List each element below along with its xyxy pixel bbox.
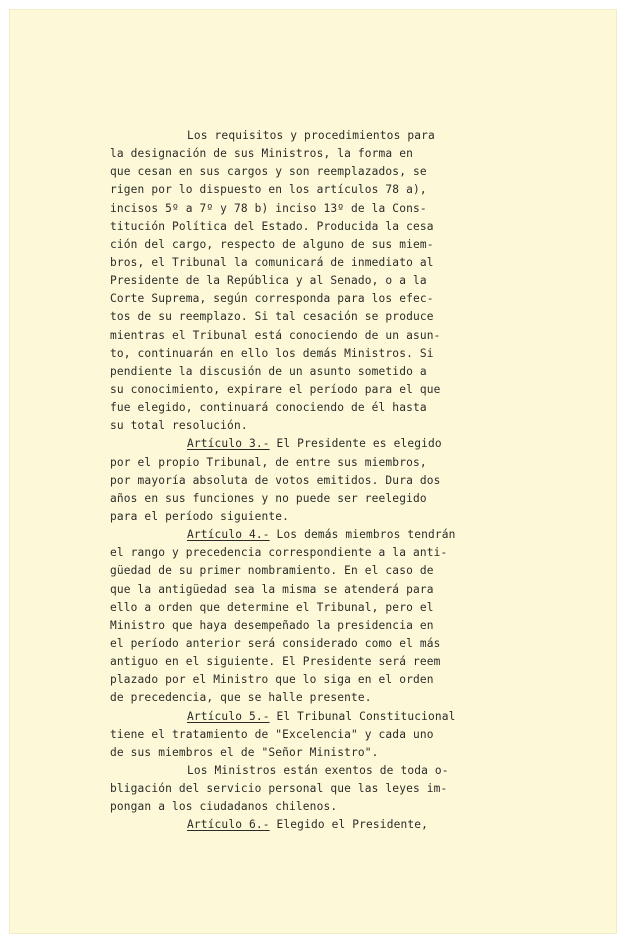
line-text: antiguo en el siguiente. El Presidente será reem: [110, 655, 441, 669]
text-line: [110, 762, 490, 780]
text-line: [110, 581, 490, 599]
text-line: [110, 381, 490, 399]
typewritten-page: [9, 9, 617, 934]
line-text: plazado por el Ministro que lo siga en el orden: [110, 673, 434, 687]
line-text: rigen por lo dispuesto en los artículos 78 a),: [110, 183, 427, 197]
line-text: Corte Suprema, según corresponda para los efec-: [110, 292, 434, 306]
text-line: [110, 599, 490, 617]
text-line: [110, 671, 490, 689]
article-heading-line: [110, 816, 490, 834]
text-line: [110, 254, 490, 272]
line-text: ello a orden que determine el Tribunal, pero el: [110, 600, 434, 614]
line-text: Elegido el Presidente,: [269, 818, 429, 832]
text-line: [110, 508, 490, 526]
text-line: [110, 308, 490, 326]
line-text: por el propio Tribunal, de entre sus miembros,: [110, 455, 427, 469]
article-heading: Artículo 4.-: [187, 528, 270, 542]
line-text: Los requisitos y procedimientos para: [187, 129, 435, 142]
text-line: [110, 689, 490, 707]
article-heading: Artículo 5.-: [187, 709, 270, 723]
document-body: [110, 127, 490, 834]
line-text: su total resolución.: [110, 419, 248, 433]
line-text: pongan a los ciudadanos chilenos.: [110, 800, 338, 814]
text-line: [110, 200, 490, 218]
line-text: su conocimiento, expirare el período para el que: [110, 382, 441, 396]
article-heading: Artículo 6.-: [187, 818, 270, 832]
line-text: titución Política del Estado. Producida la cesa: [110, 219, 434, 233]
text-line: [110, 363, 490, 381]
text-line: [110, 399, 490, 417]
text-line: [110, 272, 490, 290]
line-text: Los Ministros están exentos de toda o-: [187, 763, 449, 777]
line-text: por mayoría absoluta de votos emitidos. Dura dos: [110, 473, 441, 487]
text-line: [110, 617, 490, 635]
text-line: [110, 726, 490, 744]
text-line: [110, 417, 490, 435]
line-text: bligación del servicio personal que las leyes im-: [110, 782, 448, 796]
text-line: [110, 653, 490, 671]
line-text: to, continuarán en ello los demás Ministros. Si: [110, 346, 434, 360]
text-line: [110, 218, 490, 236]
line-text: Ministro que haya desempeñado la presidencia en: [110, 618, 434, 632]
line-text: pendiente la discusión de un asunto sometido a: [110, 364, 427, 378]
line-text: ción del cargo, respecto de alguno de sus miem-: [110, 237, 434, 251]
line-text: de sus miembros el de "Señor Ministro".: [110, 745, 379, 759]
line-text: bros, el Tribunal la comunicará de inmediato al: [110, 255, 434, 269]
line-text: que cesan en sus cargos y son reemplazados, se: [110, 165, 427, 179]
line-text: güedad de su primer nombramiento. En el caso de: [110, 564, 434, 578]
line-text: tos de su reemplazo. Si tal cesación se produce: [110, 310, 434, 324]
text-line: [110, 744, 490, 762]
line-text: la designación de sus Ministros, la forma en: [110, 147, 413, 161]
text-line: [110, 454, 490, 472]
text-line: [110, 544, 490, 562]
line-text: fue elegido, continuará conociendo de él hasta: [110, 401, 427, 415]
text-line: [110, 635, 490, 653]
text-line: [110, 145, 490, 163]
text-line: [110, 181, 490, 199]
text-line: [110, 798, 490, 816]
text-line: [110, 327, 490, 345]
line-text: Presidente de la República y al Senado, o a la: [110, 274, 427, 288]
text-line: [110, 236, 490, 254]
article-heading-line: [110, 435, 490, 453]
line-text: años en sus funciones y no puede ser reelegido: [110, 491, 427, 505]
line-text: mientras el Tribunal está conociendo de un asun-: [110, 328, 441, 342]
line-text: Los demás miembros tendrán: [269, 528, 456, 542]
line-text: El Presidente es elegido: [269, 437, 442, 451]
article-heading: Artículo 3.-: [187, 437, 270, 451]
line-text: incisos 5º a 7º y 78 b) inciso 13º de la Cons-: [110, 201, 427, 215]
text-line: [110, 490, 490, 508]
text-line: [110, 472, 490, 490]
article-heading-line: [110, 526, 490, 544]
text-line: [110, 562, 490, 580]
line-text: para el período siguiente.: [110, 509, 290, 523]
line-text: El Tribunal Constitucional: [269, 709, 456, 723]
line-text: el período anterior será considerado como el más: [110, 636, 441, 650]
line-text: tiene el tratamiento de "Excelencia" y cada uno: [110, 727, 434, 741]
line-text: que la antigüedad sea la misma se atenderá para: [110, 582, 434, 596]
text-line: [110, 780, 490, 798]
text-line: [110, 127, 490, 145]
line-text: el rango y precedencia correspondiente a la anti-: [110, 546, 448, 560]
article-heading-line: [110, 708, 490, 726]
text-line: [110, 163, 490, 181]
line-text: de precedencia, que se halle presente.: [110, 691, 372, 705]
text-line: [110, 345, 490, 363]
text-line: [110, 290, 490, 308]
